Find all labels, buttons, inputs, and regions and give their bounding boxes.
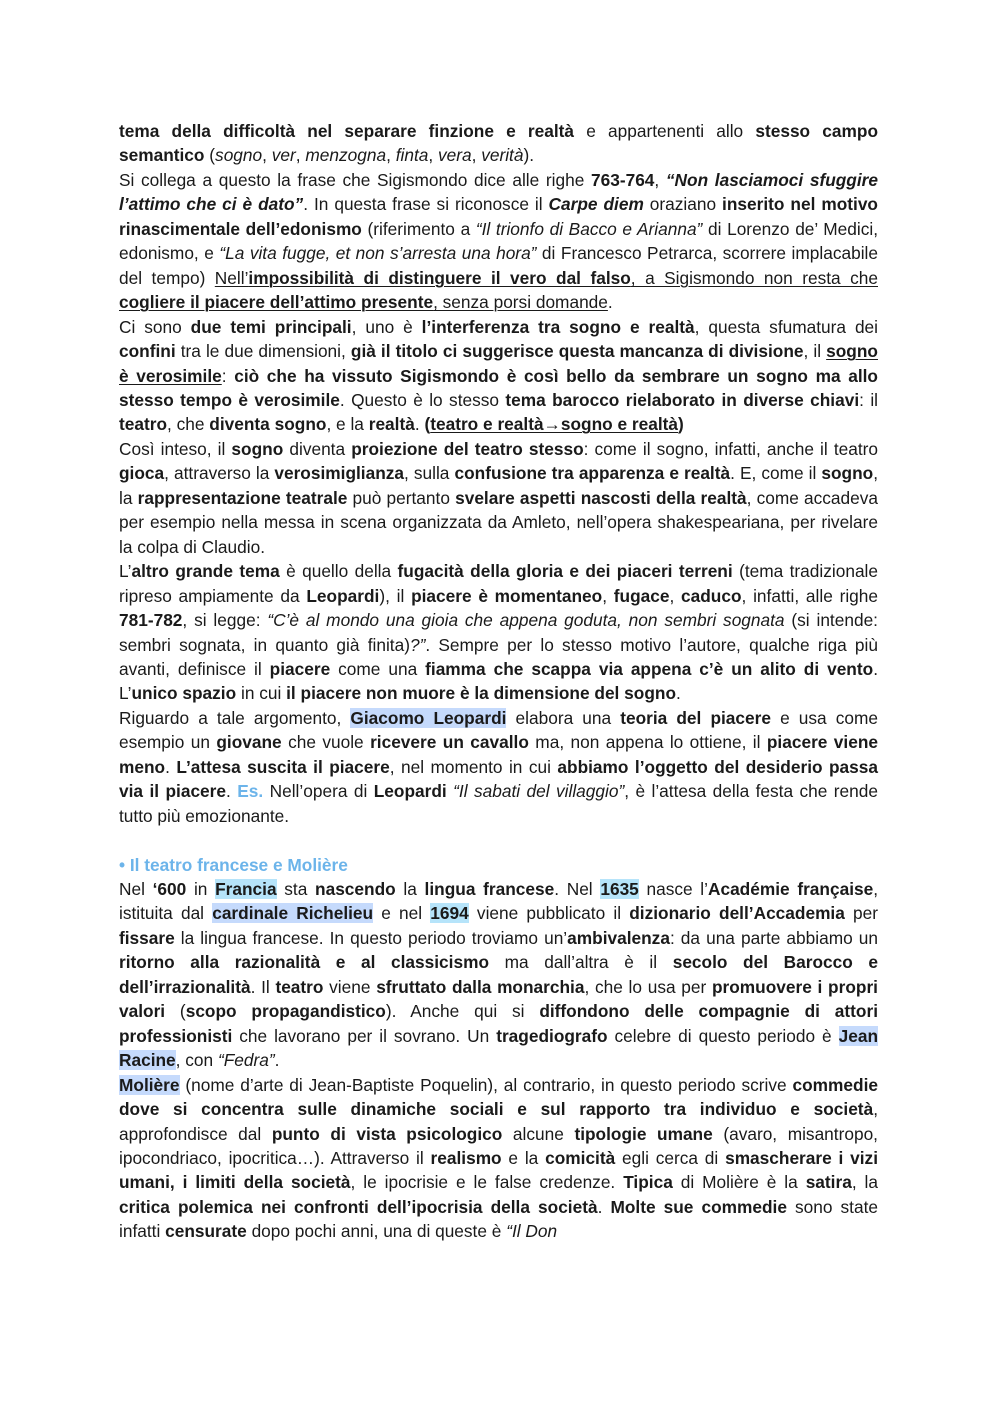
text-run: Si collega a questo la frase che Sigismondo dice alle righe xyxy=(119,169,591,190)
text-run: , uno è xyxy=(351,316,422,337)
text-run: viene xyxy=(323,976,377,997)
text-run: e la xyxy=(501,1148,546,1169)
text-run: (avaro, misantropo, ipocondriaco, ipocritica…). Attraverso il xyxy=(119,1123,878,1169)
paragraph xyxy=(119,559,878,706)
body-text-part-1 xyxy=(119,119,878,828)
text-run: alcune xyxy=(502,1123,575,1144)
text-run: , il xyxy=(803,341,827,362)
text-run: altro grande tema xyxy=(131,561,280,582)
text-run: ), il xyxy=(379,585,412,606)
text-run: realtà xyxy=(368,414,415,435)
text-run: confini xyxy=(119,341,176,362)
text-run: piacere è momentaneo xyxy=(411,585,603,606)
text-run: (riferimento a xyxy=(361,218,476,239)
text-run: svelare aspetti nascosti della realtà xyxy=(455,487,747,508)
text-run: teoria del piacere xyxy=(620,707,771,728)
text-run: ver xyxy=(271,145,296,166)
text-run: , senza porsi domande xyxy=(433,292,608,313)
text-run: Es. xyxy=(237,781,264,802)
text-run: egli cerca di xyxy=(615,1148,726,1169)
text-run: , è l’attesa della festa che rende tutto più emozionante. xyxy=(119,781,879,826)
text-run: inserito nel motivo rinascimentale dell’edonismo xyxy=(119,194,878,239)
text-run: di Lorenzo de’ Medici, edonismo, e xyxy=(119,218,879,264)
text-run: Francia xyxy=(215,879,277,900)
text-run: oraziano xyxy=(643,194,723,215)
text-run: promuovere i propri valori xyxy=(119,976,878,1022)
text-run: già il titolo ci suggerisce questa mancanza di divisione xyxy=(350,341,804,362)
text-run: piacere xyxy=(269,658,331,679)
text-run: : da una parte abbiamo un xyxy=(669,927,878,948)
text-run: viene pubblicato il xyxy=(468,903,630,924)
text-run: diffondono delle compagnie di attori professionisti xyxy=(119,1001,878,1046)
text-run: ( xyxy=(165,1001,186,1022)
text-run: (nome d’arte di Jean-Baptiste Poquelin), al contrario, in questo periodo scrive xyxy=(179,1074,793,1095)
text-run: Molière xyxy=(119,1074,180,1095)
text-run: stesso campo semantico xyxy=(119,121,878,166)
text-run: tema barocco rielaborato in diverse chiavi xyxy=(505,389,860,410)
text-run: . Questo è lo stesso xyxy=(339,389,506,410)
text-run: tra le due dimensioni, xyxy=(175,341,351,362)
text-run: , che xyxy=(167,414,210,435)
text-run: ) xyxy=(678,414,684,435)
text-run: diventa sogno xyxy=(209,414,327,435)
text-run: 1694 xyxy=(430,903,469,924)
text-run: elabora una xyxy=(506,707,621,728)
text-run: la xyxy=(395,879,425,900)
text-run: , xyxy=(428,145,438,166)
text-run: : il xyxy=(859,389,878,410)
text-run: e usa come esempio un xyxy=(119,707,878,753)
text-run: ( xyxy=(204,145,216,166)
text-run: ( xyxy=(424,414,431,435)
text-run: (si intende: sembri sognata, in quanto già finita) xyxy=(119,610,878,655)
text-run: , xyxy=(262,145,272,166)
text-run: punto di vista psicologico xyxy=(271,1123,503,1144)
text-run: “Il Don xyxy=(506,1221,558,1242)
text-run: realismo xyxy=(430,1148,502,1169)
text-run: L’ xyxy=(119,561,132,582)
text-run: , con xyxy=(175,1050,218,1071)
text-run: . xyxy=(676,683,681,704)
text-run: nascendo xyxy=(315,879,396,900)
text-run: Così inteso, il xyxy=(119,438,232,459)
text-run: di Molière è la xyxy=(672,1172,806,1193)
text-run: Nell’ xyxy=(214,267,249,288)
text-run: sogno xyxy=(215,145,263,166)
text-run: Académie française xyxy=(707,879,874,900)
paragraph xyxy=(119,168,878,315)
text-run: celebre di questo periodo è xyxy=(607,1025,839,1046)
text-run: censurate xyxy=(165,1221,247,1242)
text-run: critica polemica nei confronti dell’ipocrisia della società xyxy=(119,1196,598,1217)
text-run: . xyxy=(414,414,425,435)
text-run: fiamma che scappa via appena c’è un alito di vento xyxy=(425,658,874,679)
text-run: L’attesa suscita il piacere xyxy=(176,756,390,777)
text-run: cardinale Richelieu xyxy=(212,903,374,924)
text-run: Giacomo Leopardi xyxy=(350,707,507,728)
text-run: , che lo usa per xyxy=(584,976,712,997)
text-run: il piacere non muore è la dimensione del sogno xyxy=(286,683,676,704)
text-run: caduco xyxy=(681,585,742,606)
text-run: ‘600 xyxy=(152,879,187,900)
text-run: , nel momento in cui xyxy=(389,756,558,777)
text-run: tragediografo xyxy=(496,1025,608,1046)
section-heading-teatro-francese: • Il teatro francese e Molière xyxy=(119,854,348,875)
text-run: e appartenenti allo xyxy=(574,121,756,141)
text-run: secolo del Barocco e dell’irrazionalità xyxy=(119,952,878,997)
text-run: teatro xyxy=(275,976,324,997)
text-run: Leopardi xyxy=(306,585,380,606)
text-run: , xyxy=(602,585,614,606)
text-run: , istituita dal xyxy=(119,879,879,924)
text-run: . Sempre per lo stesso motivo l’autore, qualche riga più avanti, definisce il xyxy=(119,634,878,679)
text-run: Leopardi xyxy=(373,781,447,802)
text-run: abbiamo l’oggetto del desiderio passa via il piacere xyxy=(119,756,878,802)
text-run: . xyxy=(274,1050,280,1071)
text-run: , attraverso la xyxy=(164,463,275,484)
text-run: scopo propagandistico xyxy=(185,1001,386,1022)
text-run: fugace xyxy=(613,585,670,606)
body-text-part-2 xyxy=(119,877,878,1244)
text-run: nasce l’ xyxy=(638,879,708,900)
text-run: . Il xyxy=(250,976,276,997)
text-run: e nel xyxy=(373,903,431,924)
text-run: due temi principali xyxy=(190,316,352,337)
text-run: che vuole xyxy=(281,732,371,753)
text-run: “Fedra” xyxy=(217,1050,275,1071)
text-run: fissare xyxy=(119,927,175,948)
text-run: unico spazio xyxy=(131,683,237,704)
text-run: , xyxy=(386,145,396,166)
paragraph xyxy=(119,437,878,559)
text-run: : xyxy=(221,365,235,386)
text-run: , questa sfumatura dei xyxy=(694,316,879,337)
text-run: , xyxy=(654,169,666,190)
text-run: proiezione del teatro stesso xyxy=(351,438,584,459)
paragraph xyxy=(119,119,878,168)
text-run: , si legge: xyxy=(182,610,268,631)
text-run: Carpe diem xyxy=(548,194,644,215)
text-run: menzogna xyxy=(305,145,387,166)
text-run: smascherare i vizi umani, i limiti della società xyxy=(119,1148,878,1193)
text-run: Molte sue commedie xyxy=(610,1196,787,1217)
text-run: . In questa frase si riconosce il xyxy=(303,194,549,215)
text-run: ambivalenza xyxy=(567,927,670,948)
text-run: verità xyxy=(481,145,524,166)
text-run: giovane xyxy=(216,732,282,753)
text-run: gioca xyxy=(119,463,165,484)
text-run: . xyxy=(165,756,177,777)
text-run: Nel xyxy=(119,879,153,900)
text-run: “Il sabati del villaggio” xyxy=(453,781,625,802)
text-run: Tipica xyxy=(623,1172,673,1193)
text-run: , la xyxy=(851,1172,879,1193)
text-run: , e la xyxy=(326,414,369,435)
text-run: ?” xyxy=(409,634,426,655)
text-run: , come accadeva per esempio nella messa in scena organizzata da Amleto, nell’opera shakespeariana, per rivelare la colpa di Claudio. xyxy=(119,487,878,557)
text-run: 763-764 xyxy=(591,169,655,190)
text-run: . E, come il xyxy=(730,463,822,484)
text-run: Nell’opera di xyxy=(263,781,374,802)
text-run: per xyxy=(844,903,878,924)
text-run: è quello della xyxy=(279,561,398,582)
text-run: ). xyxy=(523,145,535,166)
text-run: , infatti, alle righe xyxy=(741,585,878,606)
text-run: , approfondisce dal xyxy=(119,1099,878,1144)
text-run: sta xyxy=(276,879,316,900)
text-run: . xyxy=(607,292,613,313)
text-run: Riguardo a tale argomento, xyxy=(119,707,351,728)
text-run: può pertanto xyxy=(347,487,456,508)
text-run: sogno è verosimile xyxy=(119,341,878,386)
text-run: Ci sono xyxy=(119,316,191,337)
text-run: satira xyxy=(805,1172,852,1193)
paragraph xyxy=(119,1073,878,1244)
paragraph xyxy=(119,706,878,828)
text-run: comicità xyxy=(545,1148,616,1169)
text-run: , le ipocrisie e le false credenze. xyxy=(350,1172,624,1193)
text-run: rappresentazione teatrale xyxy=(137,487,348,508)
text-run: tema della difficoltà nel separare finzione e realtà xyxy=(119,121,575,141)
text-run: teatro e realtà→sogno e realtà xyxy=(430,414,679,435)
text-run: . L’ xyxy=(119,658,878,704)
text-run: ma, non appena lo ottiene, il xyxy=(528,732,767,753)
text-run: sogno xyxy=(231,438,284,459)
text-run: ). Anche qui si xyxy=(385,1001,540,1022)
text-run: la lingua francese. In questo periodo troviamo un’ xyxy=(174,927,568,948)
text-run: , sulla xyxy=(404,463,455,484)
text-run: l’interferenza tra sogno e realtà xyxy=(421,316,695,337)
text-run: che lavorano per il sovrano. Un xyxy=(232,1025,497,1046)
text-run: . Nel xyxy=(554,879,601,900)
text-run: confusione tra apparenza e realtà xyxy=(454,463,731,484)
text-run: teatro xyxy=(119,414,168,435)
text-run: “C’è al mondo una gioia che appena goduta, non sembri sognata xyxy=(267,610,785,631)
text-run: ciò che ha vissuto Sigismondo è così bello da sembrare un sogno ma allo stesso tempo è verosimile xyxy=(119,365,878,410)
text-run: , xyxy=(295,145,306,166)
text-run: ritorno alla razionalità e al classicismo xyxy=(119,952,490,973)
text-run: : come il sogno, infatti, anche il teatro xyxy=(583,438,879,459)
text-run: sfruttato dalla monarchia xyxy=(376,976,585,997)
text-run: finta xyxy=(395,145,429,166)
text-run: , xyxy=(471,145,482,166)
text-run: ricevere un cavallo xyxy=(370,732,529,753)
text-run: cogliere il piacere dell’attimo presente xyxy=(119,292,434,313)
text-run: sono state infatti xyxy=(119,1196,879,1242)
text-run: ma dall’altra è il xyxy=(489,952,673,973)
paragraph xyxy=(119,877,878,1073)
text-run: dopo pochi anni, una di queste è xyxy=(246,1221,507,1242)
text-run: . xyxy=(226,781,238,802)
text-run: vera xyxy=(437,145,472,166)
text-run: tipologie umane xyxy=(574,1123,713,1144)
text-run: sogno xyxy=(821,463,874,484)
text-run: , xyxy=(669,585,682,606)
text-run: commedie dove si concentra sulle dinamiche sociali e sul rapporto tra individuo e società xyxy=(119,1074,878,1120)
text-run: , la xyxy=(119,463,878,508)
text-run: “La vita fugge, et non s’arresta una hora” xyxy=(219,243,537,264)
text-run: “Il trionfo di Bacco e Arianna” xyxy=(475,218,703,239)
document-page xyxy=(119,119,878,1244)
text-run: , a Sigismondo non resta che xyxy=(630,267,878,288)
text-run: lingua francese xyxy=(424,879,555,900)
text-run: . xyxy=(597,1196,611,1217)
text-run: come una xyxy=(330,658,426,679)
text-run: “Non lasciamoci sfuggire l’attimo che ci è dato” xyxy=(119,169,879,215)
text-run: in xyxy=(186,879,216,900)
text-run: (tema tradizionale ripreso ampiamente da xyxy=(119,561,879,606)
text-run: verosimiglianza xyxy=(274,463,405,484)
text-run: diventa xyxy=(283,438,352,459)
paragraph xyxy=(119,315,878,437)
text-run: in cui xyxy=(236,683,287,704)
text-run: 781-782 xyxy=(119,610,183,631)
text-run: dizionario dell’Accademia xyxy=(629,903,845,924)
text-run: di Francesco Petrarca, scorrere implacabile del tempo) xyxy=(119,243,878,288)
text-run: Jean Racine xyxy=(119,1025,878,1071)
text-run: 1635 xyxy=(600,879,639,900)
text-run: fugacità della gloria e dei piaceri terreni xyxy=(397,561,733,582)
text-run: piacere viene meno xyxy=(119,732,878,777)
text-run: impossibilità di distinguere il vero dal falso xyxy=(248,267,631,288)
